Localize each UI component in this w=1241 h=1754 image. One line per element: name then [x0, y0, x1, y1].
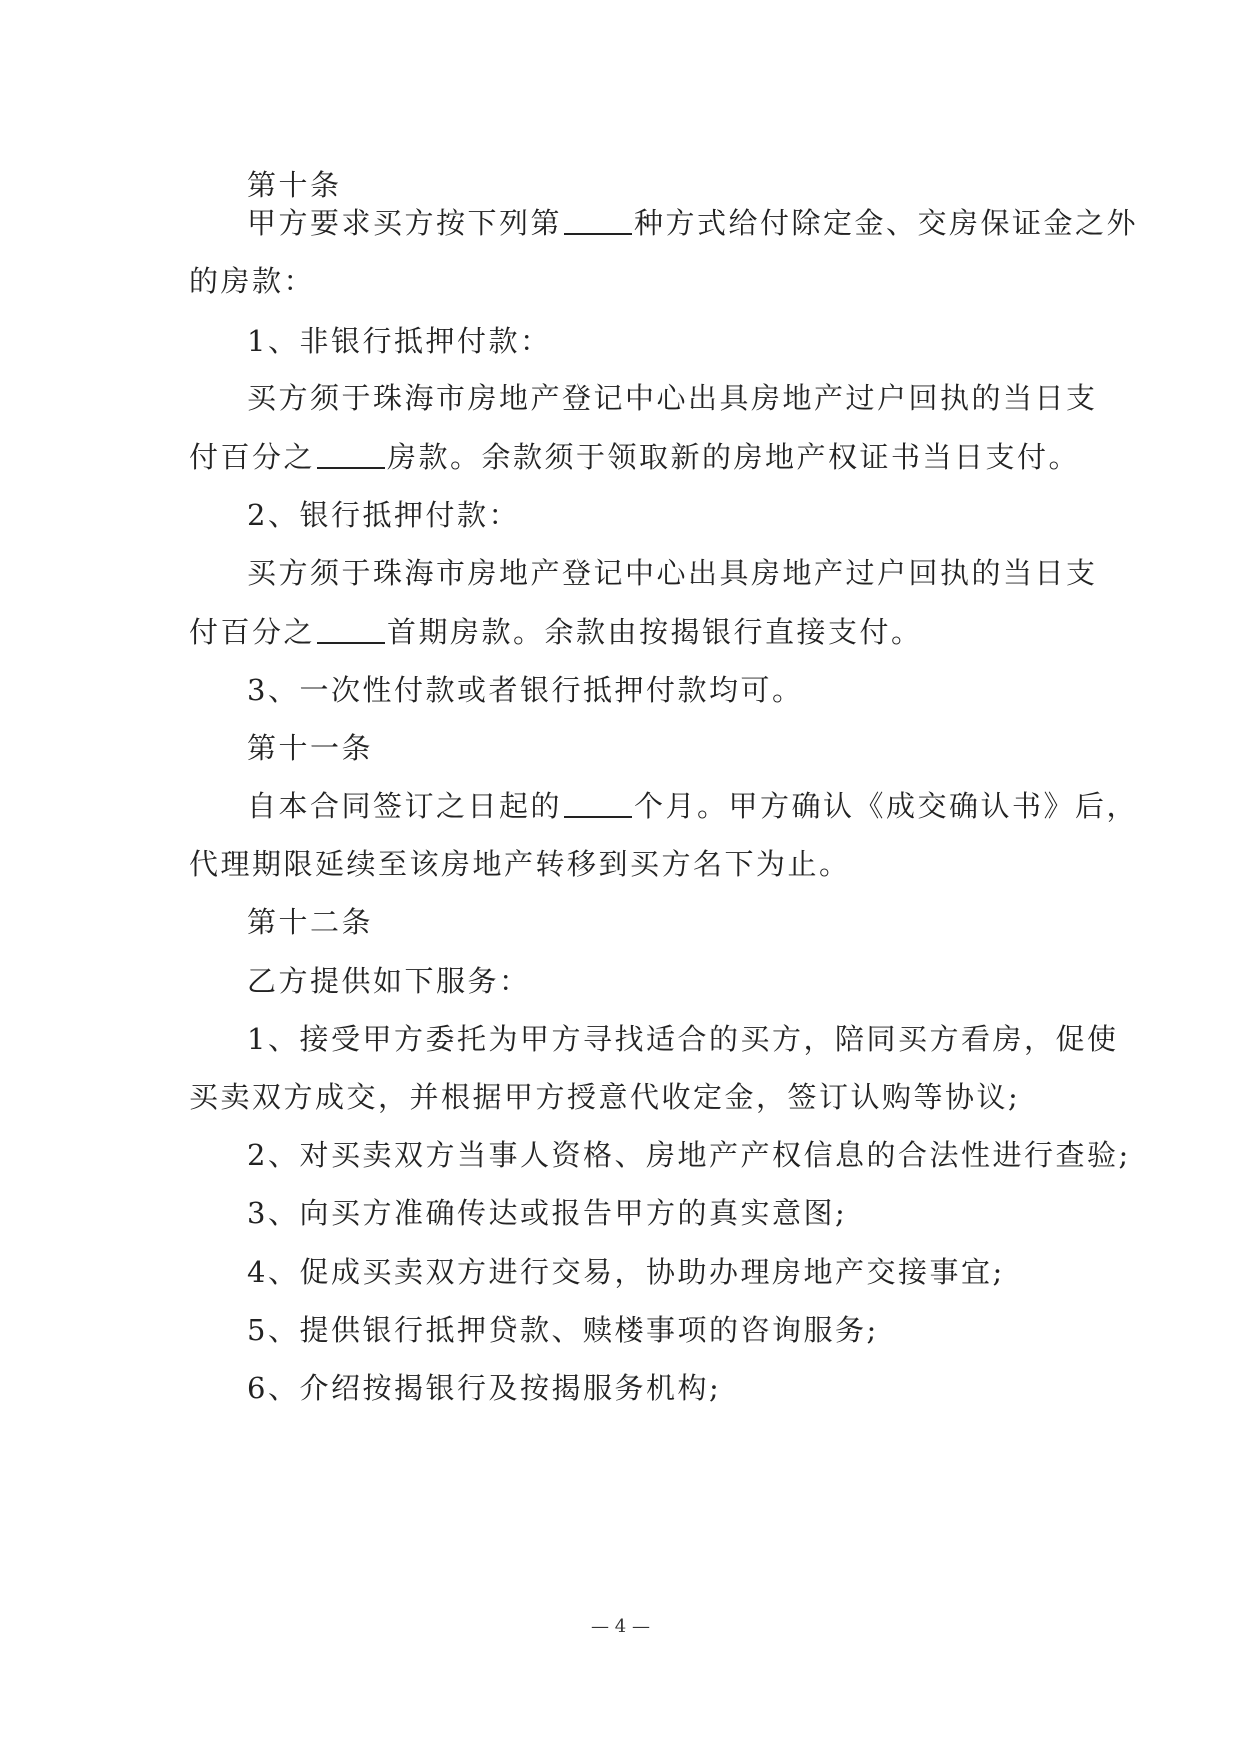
paragraph-line [247, 786, 1139, 826]
list-item: 2、银行抵押付款： [247, 498, 520, 532]
article-12-heading: 第十二条 [247, 905, 374, 939]
paragraph-line: 的房款： [189, 264, 316, 298]
list-item: 5、提供银行抵押贷款、赎楼事项的咨询服务; [247, 1313, 879, 1347]
fill-in-blank [564, 788, 632, 818]
list-item: 3、向买方准确传达或报告甲方的真实意图; [247, 1196, 848, 1230]
list-item: 3、一次性付款或者银行抵押付款均可。 [247, 673, 804, 707]
text-segment: 种方式给付除定金、交房保证金之外 [634, 206, 1139, 240]
text-segment: 自本合同签订之日起的 [247, 789, 563, 823]
article-11-heading: 第十一条 [247, 731, 374, 765]
paragraph-line: 买方须于珠海市房地产登记中心出具房地产过户回执的当日支 [247, 556, 1098, 590]
list-item: 6、介绍按揭银行及按揭服务机构; [247, 1371, 722, 1405]
paragraph-line [189, 437, 1081, 477]
text-segment: 付百分之 [189, 615, 316, 649]
text-segment: 个月。甲方确认《成交确认书》后， [634, 789, 1139, 823]
fill-in-blank [564, 205, 632, 235]
paragraph-line: 乙方提供如下服务： [247, 964, 531, 998]
fill-in-blank [317, 614, 385, 644]
text-segment: 首期房款。余款由按揭银行直接支付。 [387, 615, 923, 649]
text-segment: 付百分之 [189, 440, 316, 474]
paragraph-line: 买卖双方成交，并根据甲方授意代收定金，签订认购等协议; [189, 1080, 1021, 1114]
paragraph-line: 买方须于珠海市房地产登记中心出具房地产过户回执的当日支 [247, 381, 1098, 415]
text-segment: 甲方要求买方按下列第 [247, 206, 563, 240]
paragraph-line [247, 203, 1139, 243]
text-segment: 房款。余款须于领取新的房地产权证书当日支付。 [387, 440, 1081, 474]
page-number: — 4 — [591, 1616, 650, 1637]
paragraph-line: 代理期限延续至该房地产转移到买方名下为止。 [189, 847, 851, 881]
article-10-heading: 第十条 [247, 168, 342, 202]
list-item: 4、促成买卖双方进行交易，协助办理房地产交接事宜; [247, 1255, 1005, 1289]
list-item: 1、非银行抵押付款： [247, 324, 552, 358]
paragraph-line [189, 612, 1069, 652]
list-item: 1、接受甲方委托为甲方寻找适合的买方，陪同买方看房，促使 [247, 1022, 1119, 1056]
list-item: 2、对买卖双方当事人资格、房地产产权信息的合法性进行查验; [247, 1138, 1131, 1172]
fill-in-blank [317, 439, 385, 469]
